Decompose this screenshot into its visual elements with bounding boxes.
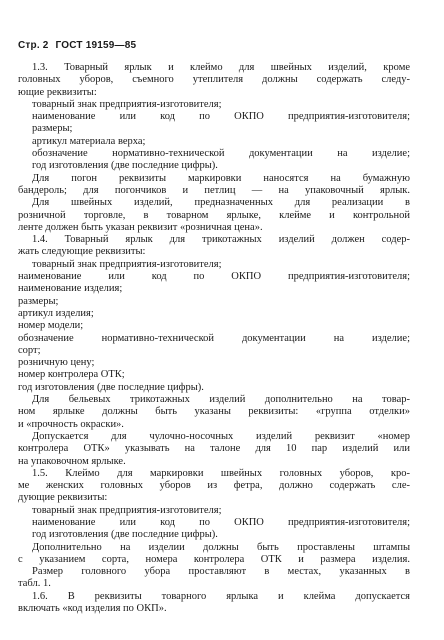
text-line: 1.5. Клеймо для маркировки швейных головных уборов, кро- [32,467,410,479]
text-line: наименование изделия; [18,283,123,295]
text-line: включать «код изделия по ОКП». [18,603,167,615]
text-line: номер контролера ОТК; [18,369,125,381]
text-line: артикул материала верха; [32,135,146,147]
text-line: Для погон реквизиты маркировки наносятся на бумажную [32,172,410,184]
text-line: наименование или код по ОКПО предприятия-изготовителя; [32,516,410,528]
text-line: обозначение нормативно-технической документации на изделие; [32,148,410,160]
text-line: номер модели; [18,320,84,332]
text-line: табл. 1. [18,578,51,590]
text-line: обозначение нормативно-технической документации на изделие; [18,332,410,344]
text-line: артикул изделия; [18,307,94,319]
text-line: сорт; [18,344,41,356]
text-line: ме женских головных уборов из фетра, должно содержать сле- [18,480,410,492]
text-line: контролера ОТК» указывать на талоне для 10 пар изделий или [18,443,410,455]
text-line: ленте должен быть указан реквизит «розничная цена». [18,221,263,233]
text-line: с указанием сорта, номера контролера ОТК и размера изделия. [18,553,410,565]
text-line: розничную цену; [18,357,95,369]
text-line: ном ярлыке должны быть указаны реквизиты: «группа отделки» [18,406,410,418]
text-line: наименование или код по ОКПО предприятия-изготовителя; [32,111,410,123]
text-line: Дополнительно на изделии должны быть проставлены штампы [32,541,410,553]
text-line: товарный знак предприятия-изготовителя; [32,504,222,516]
standard-code: ГОСТ 19159—85 [55,40,137,51]
text-line: 1.6. В реквизиты товарного ярлыка и клейма допускается [32,590,410,602]
text-line: бандероль; для погончиков и петлиц — на упаковочный ярлык. [18,184,410,196]
text-line: год изготовления (две последние цифры). [32,529,218,541]
text-line: 1.3. Товарный ярлык и клеймо для швейных изделий, кроме [32,62,410,73]
page-header [18,40,140,51]
text-line: на упаковочном ярлыке. [18,455,126,467]
text-line: наименование или код по ОКПО предприятия-изготовителя; [18,271,410,283]
page-number: Стр. 2 [18,40,49,51]
text-line: Размер головного убора проставляют в местах, указанных в [32,566,410,578]
text-line: и «прочность окраски». [18,418,124,430]
document-body [18,62,410,615]
text-line: год изготовления (две последние цифры). [18,381,204,393]
text-line: дующие реквизиты: [18,492,108,504]
text-line: головных уборов, съемного утеплителя должны содержать следу- [18,74,410,86]
text-line: Для бельевых трикотажных изделий дополнительно на товар- [32,394,410,406]
text-line: жать следующие реквизиты: [18,246,146,258]
text-line: размеры; [18,295,59,307]
text-line: товарный знак предприятия-изготовителя; [32,258,222,270]
text-line: Допускается для чулочно-носочных изделий реквизит «номер [32,430,410,442]
text-line: товарный знак предприятия-изготовителя; [32,98,222,110]
text-line: ющие реквизиты: [18,86,97,98]
text-line: размеры; [32,123,73,135]
text-line: Для швейных изделий, предназначенных для реализации в [32,197,410,209]
text-line: год изготовления (две последние цифры). [32,160,218,172]
text-line: розничной торговле, в товарном ярлыке, клейме и контрольной [18,209,410,221]
text-line: 1.4. Товарный ярлык для трикотажных изделий должен содер- [32,234,410,246]
